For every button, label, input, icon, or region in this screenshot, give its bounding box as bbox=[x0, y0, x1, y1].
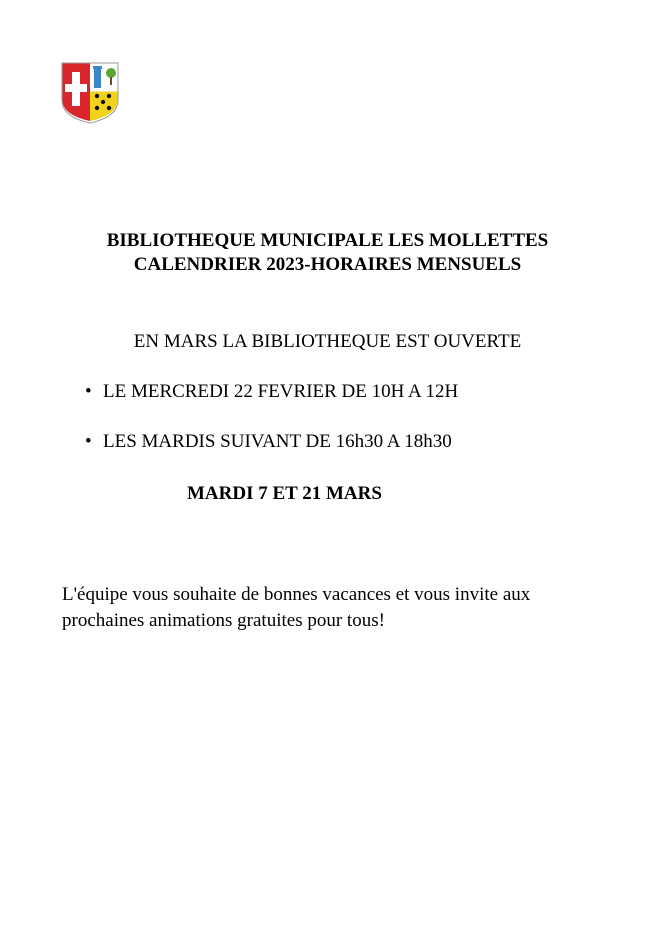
list-item-text: LE MERCREDI 22 FEVRIER DE 10H A 12H bbox=[103, 381, 459, 402]
opening-intro: EN MARS LA BIBLIOTHEQUE EST OUVERTE bbox=[133, 331, 522, 352]
list-item bbox=[85, 430, 458, 454]
list-item-text: LES MARDIS SUIVANT DE 16h30 A 18h30 bbox=[103, 431, 452, 452]
bullet-icon: • bbox=[85, 381, 92, 402]
coat-of-arms-icon bbox=[61, 62, 119, 124]
opening-dates: MARDI 7 ET 21 MARS bbox=[187, 483, 382, 504]
opening-hours-list bbox=[85, 380, 458, 480]
document-title-line-2: CALENDRIER 2023-HORAIRES MENSUELS bbox=[133, 254, 522, 275]
bullet-icon: • bbox=[85, 431, 92, 452]
closing-message: L'équipe vous souhaite de bonnes vacances et vous invite aux prochaines animations gratuites pour tous! bbox=[62, 584, 531, 631]
list-item bbox=[85, 380, 458, 404]
document-title-line-1: BIBLIOTHEQUE MUNICIPALE LES MOLLETTES bbox=[106, 230, 549, 251]
